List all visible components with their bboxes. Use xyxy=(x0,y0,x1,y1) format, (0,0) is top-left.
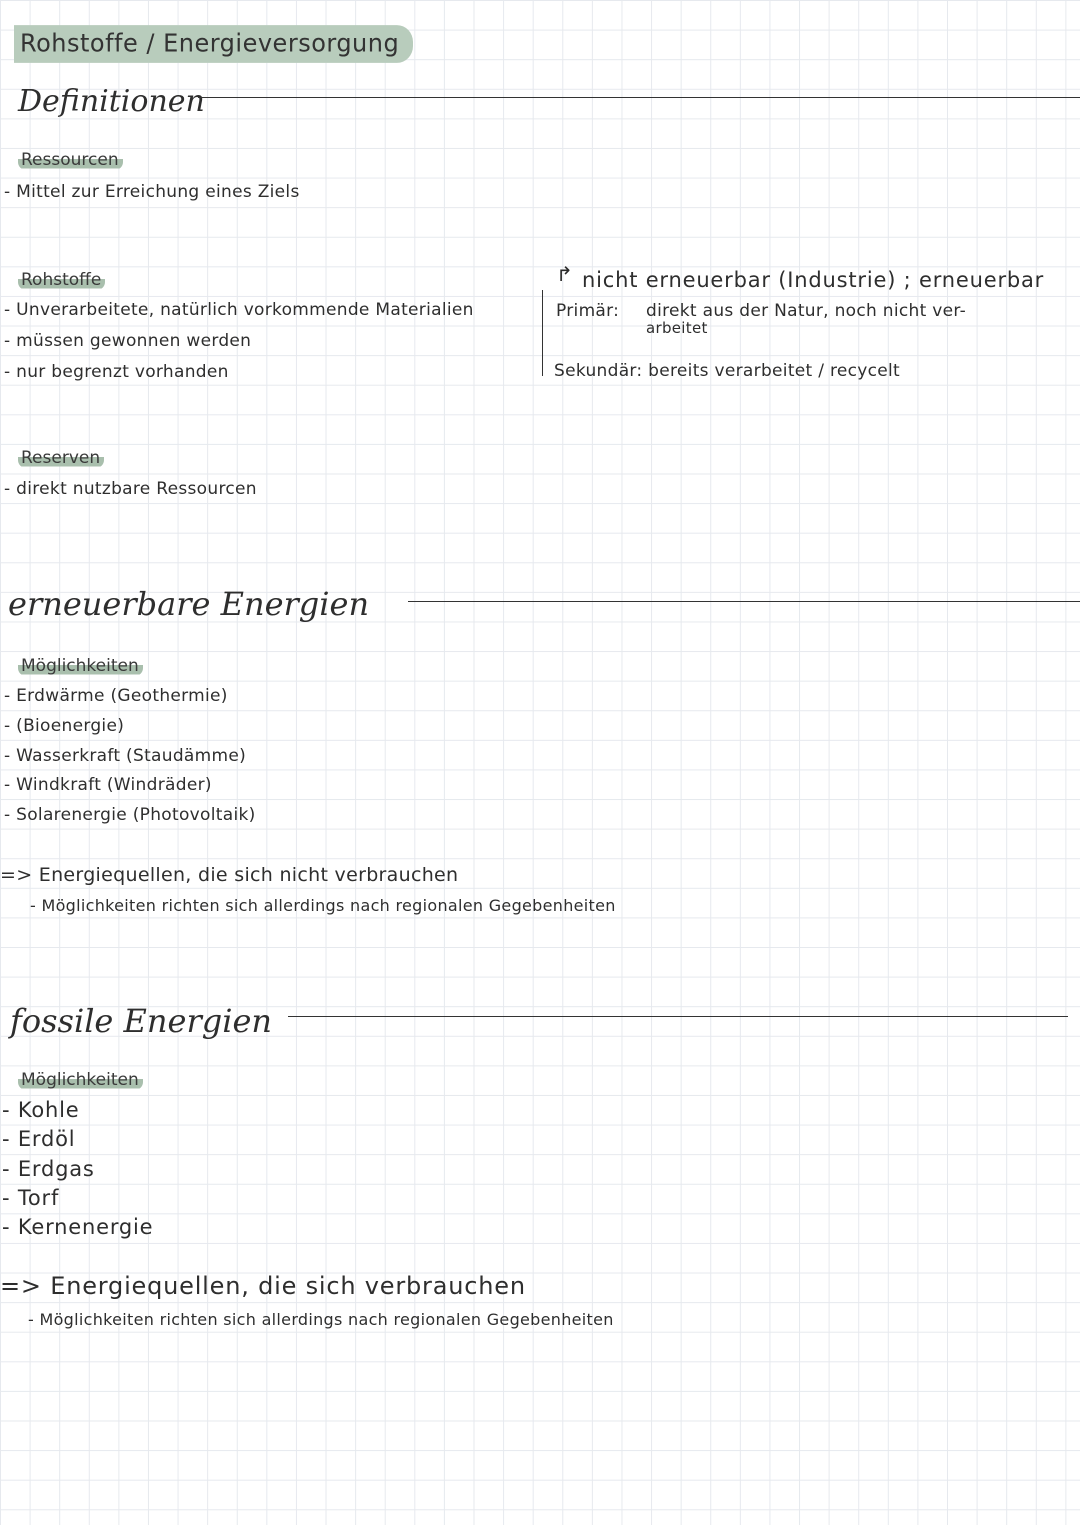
renewable-item: - (Bioenergie) xyxy=(4,716,125,736)
fossil-conclusion: => Energiequellen, die sich verbrauchen xyxy=(0,1272,526,1300)
ressourcen-label: Ressourcen xyxy=(18,150,123,170)
rohstoffe-item: - müssen gewonnen werden xyxy=(4,331,252,351)
definitions-heading: Definitionen xyxy=(18,84,205,119)
renewable-item: - Solarenergie (Photovoltaik) xyxy=(4,805,256,825)
fossil-item: - Kohle xyxy=(2,1098,80,1122)
ressourcen-item: - Mittel zur Erreichung eines Ziels xyxy=(4,182,300,202)
rohstoffe-item: - Unverarbeitete, natürlich vorkommende Materialien xyxy=(4,300,474,320)
reserven-label: Reserven xyxy=(18,448,104,468)
fossil-heading: fossile Energien xyxy=(10,1002,272,1040)
reserven-item: - direkt nutzbare Ressourcen xyxy=(4,479,257,499)
sekundaer-text: Sekundär: bereits verarbeitet / recycelt xyxy=(554,361,901,381)
fossil-note: - Möglichkeiten richten sich allerdings nach regionalen Gegebenheiten xyxy=(28,1310,614,1329)
renewable-label: Möglichkeiten xyxy=(18,656,143,676)
arrow-note: nicht erneuerbar (Industrie) ; erneuerbar xyxy=(582,268,1045,292)
renewable-rule xyxy=(408,601,1080,602)
rohstoffe-label: Rohstoffe xyxy=(18,270,105,290)
renewable-item: - Wasserkraft (Staudämme) xyxy=(4,746,247,766)
renewable-note: - Möglichkeiten richten sich allerdings nach regionalen Gegebenheiten xyxy=(30,896,616,915)
renewable-item: - Erdwärme (Geothermie) xyxy=(4,686,228,706)
fossil-label: Möglichkeiten xyxy=(18,1070,143,1090)
fossil-item: - Erdgas xyxy=(2,1157,95,1181)
definitions-rule xyxy=(198,97,1080,98)
page-title: Rohstoffe / Energieversorgung xyxy=(14,25,413,63)
bent-arrow-icon: ↱ xyxy=(556,262,573,286)
rohstoffe-item: - nur begrenzt vorhanden xyxy=(4,362,229,382)
divider-line xyxy=(542,290,543,376)
fossil-item: - Kernenergie xyxy=(2,1215,154,1239)
primaer-text-cont: arbeitet xyxy=(646,319,708,337)
renewable-conclusion: => Energiequellen, die sich nicht verbrauchen xyxy=(0,864,459,886)
renewable-item: - Windkraft (Windräder) xyxy=(4,775,212,795)
fossil-rule xyxy=(288,1016,1068,1017)
fossil-item: - Torf xyxy=(2,1186,60,1210)
primaer-label: Primär: xyxy=(556,301,620,321)
primaer-text: direkt aus der Natur, noch nicht ver- xyxy=(646,301,967,321)
renewable-heading: erneuerbare Energien xyxy=(8,585,370,623)
fossil-item: - Erdöl xyxy=(2,1127,76,1151)
